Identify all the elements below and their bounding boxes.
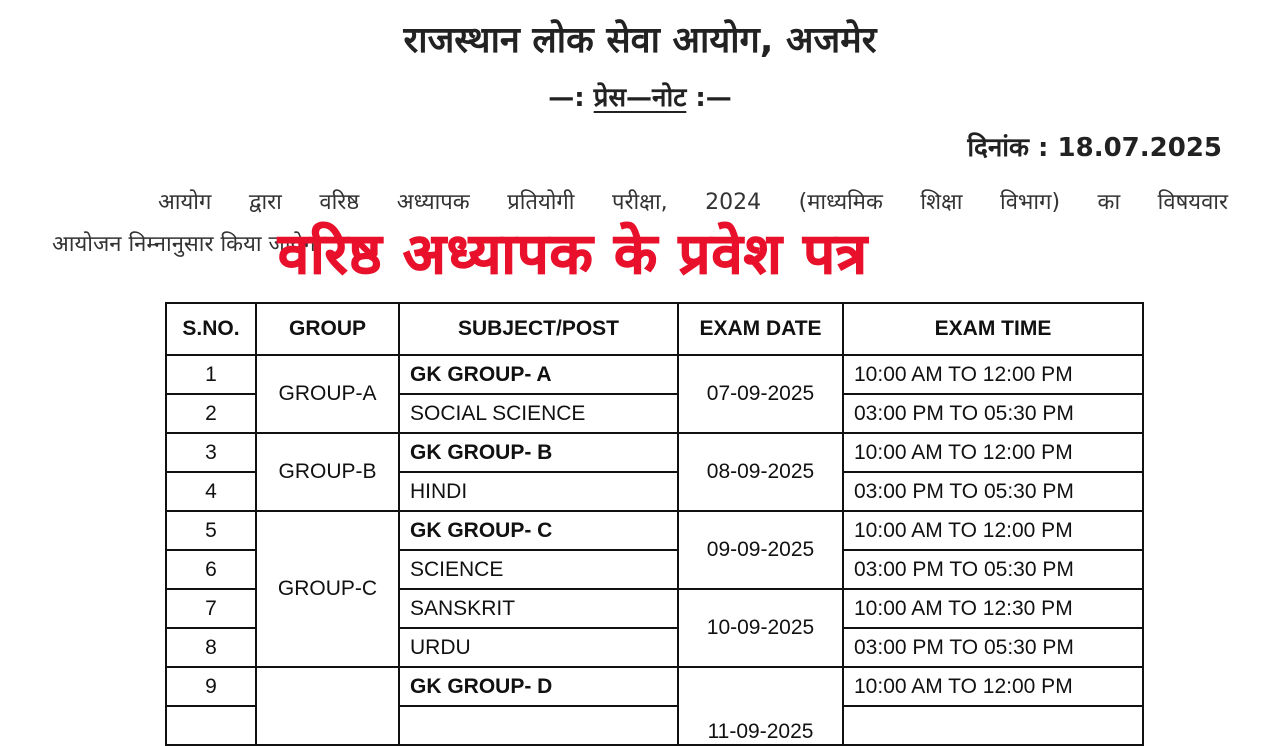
exam-schedule-table bbox=[165, 302, 1144, 746]
subject-cell: SCIENCE bbox=[399, 550, 678, 589]
date-cell: 08-09-2025 bbox=[678, 433, 843, 511]
subject-cell: SOCIAL SCIENCE bbox=[399, 394, 678, 433]
time-cell: 10:00 AM TO 12:00 PM bbox=[843, 433, 1143, 472]
time-cell: 03:00 PM TO 05:30 PM bbox=[843, 472, 1143, 511]
date-cell: 11-09-2025 bbox=[678, 667, 843, 745]
sno-cell: 2 bbox=[166, 394, 256, 433]
header-subject: SUBJECT/POST bbox=[399, 303, 678, 355]
header-time: EXAM TIME bbox=[843, 303, 1143, 355]
subject-cell bbox=[399, 706, 678, 745]
sno-cell: 7 bbox=[166, 589, 256, 628]
sno-cell: 8 bbox=[166, 628, 256, 667]
date-cell: 10-09-2025 bbox=[678, 589, 843, 667]
time-cell: 10:00 AM TO 12:00 PM bbox=[843, 511, 1143, 550]
body-text-line-1: आयोग द्वारा वरिष्ठ अध्यापक प्रतियोगी परीक्षा, 2024 (माध्यमिक शिक्षा विभाग) का विषयवार bbox=[158, 190, 1228, 215]
subject-cell: GK GROUP- C bbox=[399, 511, 678, 550]
press-note-heading bbox=[0, 78, 1280, 114]
sno-cell bbox=[166, 706, 256, 745]
time-cell: 03:00 PM TO 05:30 PM bbox=[843, 394, 1143, 433]
subject-cell: SANSKRIT bbox=[399, 589, 678, 628]
group-cell: GROUP-A bbox=[256, 355, 399, 433]
date-line bbox=[967, 128, 1222, 164]
group-cell: GROUP-B bbox=[256, 433, 399, 511]
subject-cell: GK GROUP- B bbox=[399, 433, 678, 472]
sno-cell: 4 bbox=[166, 472, 256, 511]
body-text-line-2: आयोजन निम्नानुसार किया जायेगा bbox=[52, 232, 322, 257]
table-row bbox=[166, 433, 1143, 472]
sno-cell: 6 bbox=[166, 550, 256, 589]
press-suffix: :— bbox=[695, 83, 732, 113]
header-sno: S.NO. bbox=[166, 303, 256, 355]
sno-cell: 9 bbox=[166, 667, 256, 706]
time-cell: 03:00 PM TO 05:30 PM bbox=[843, 550, 1143, 589]
group-cell bbox=[256, 667, 399, 745]
sno-cell: 1 bbox=[166, 355, 256, 394]
table-header-row bbox=[166, 303, 1143, 355]
press-prefix: —: bbox=[548, 83, 585, 113]
overlay-headline: वरिष्ठ अध्यापक के प्रवेश पत्र bbox=[278, 222, 868, 287]
subject-cell: GK GROUP- A bbox=[399, 355, 678, 394]
table-row bbox=[166, 511, 1143, 550]
subject-cell: GK GROUP- D bbox=[399, 667, 678, 706]
subject-cell: URDU bbox=[399, 628, 678, 667]
table-row bbox=[166, 667, 1143, 706]
date-cell: 09-09-2025 bbox=[678, 511, 843, 589]
time-cell: 10:00 AM TO 12:00 PM bbox=[843, 667, 1143, 706]
header-group: GROUP bbox=[256, 303, 399, 355]
time-cell: 10:00 AM TO 12:30 PM bbox=[843, 589, 1143, 628]
press-note-label: प्रेस—नोट bbox=[593, 83, 687, 113]
document-title: राजस्थान लोक सेवा आयोग, अजमेर bbox=[403, 20, 877, 61]
table-row bbox=[166, 355, 1143, 394]
time-cell: 03:00 PM TO 05:30 PM bbox=[843, 628, 1143, 667]
time-cell: 10:00 AM TO 12:00 PM bbox=[843, 355, 1143, 394]
date-label: दिनांक : bbox=[967, 133, 1049, 163]
time-cell bbox=[843, 706, 1143, 745]
group-cell: GROUP-C bbox=[256, 511, 399, 667]
sno-cell: 5 bbox=[166, 511, 256, 550]
header-date: EXAM DATE bbox=[678, 303, 843, 355]
date-value: 18.07.2025 bbox=[1057, 133, 1222, 163]
subject-cell: HINDI bbox=[399, 472, 678, 511]
date-cell: 07-09-2025 bbox=[678, 355, 843, 433]
sno-cell: 3 bbox=[166, 433, 256, 472]
